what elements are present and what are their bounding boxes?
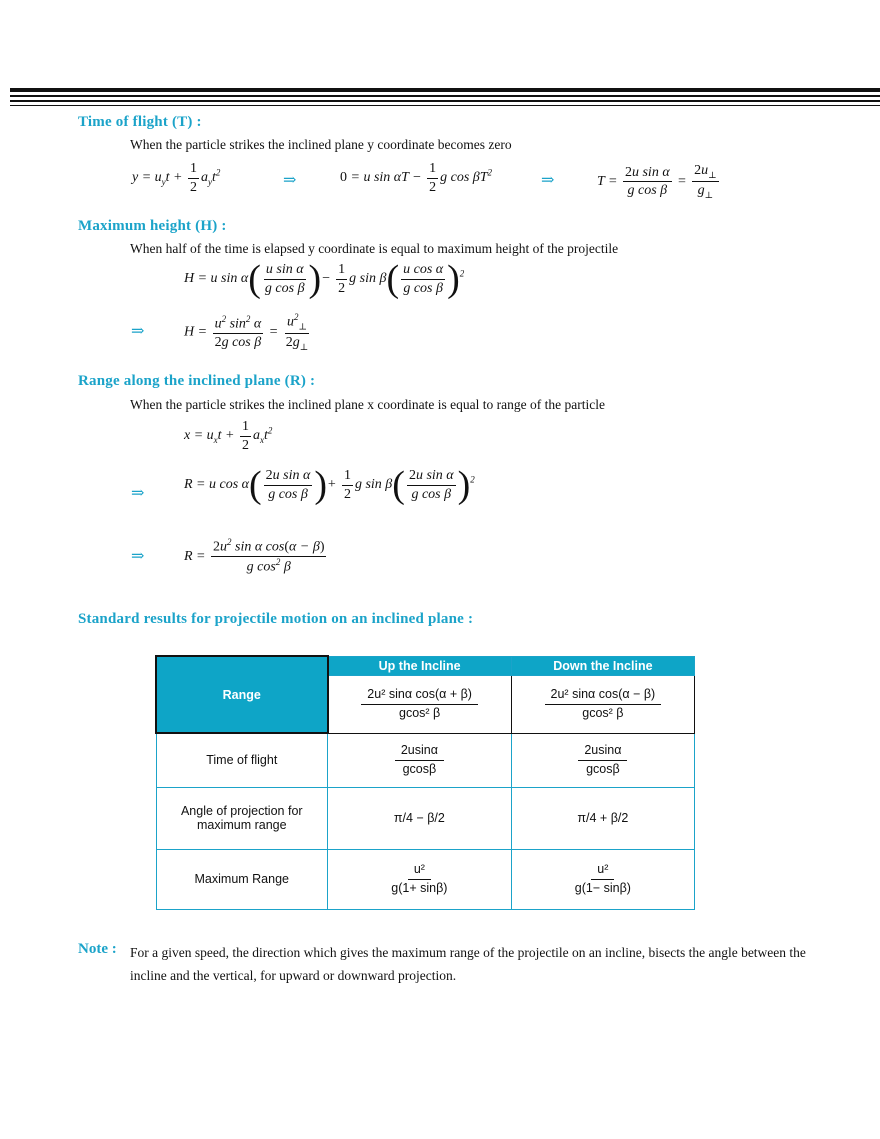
header-rules xyxy=(10,88,880,106)
standard-results-table xyxy=(155,655,695,910)
note-text: For a given speed, the direction which gives the maximum range of the projectile on an incline, bisects the angle between the incline and the vertical, for upward or downward projection. xyxy=(130,945,806,983)
col-header-up: Up the Incline xyxy=(328,656,512,675)
cell-range-up: $\frac{\text{2u² sinα cos(α + β)}}{\text{gcos² β}}$ xyxy=(328,675,512,733)
cell-maxrange-down: $\frac{\text{u²}}{g(1- \sin\beta)}$ xyxy=(511,849,694,909)
row-label-time: Time of flight xyxy=(156,733,328,787)
eq-max-height-result: H = $\frac{u^2 \sin^2 \alpha}{\text{2g cos β}}$ = $\frac{u^2_\perp}{2g_\perp}$ xyxy=(184,312,309,352)
heading-range: Range along the inclined plane (R) : xyxy=(78,373,316,389)
implies-arrow: ⇒ xyxy=(131,485,145,502)
cell-maxrange-up: $\frac{\text{u²}}{g(1+ \sin\beta)}$ xyxy=(328,849,512,909)
eq-y-coordinate: $y = u_yt$ + $\frac{1}{2}$ $a_yt^2$ xyxy=(132,161,221,195)
cell-time-up: $\frac{2usin\alpha}{gcos\beta}$ xyxy=(328,733,512,787)
eq-time-of-flight: T = $\frac{\text{2u sin α}}{\text{g cos β}}$ = $\frac{2u_\perp}{g_\perp}$ xyxy=(597,163,717,200)
cell-time-down: $\frac{2usin\alpha}{gcos\beta}$ xyxy=(511,733,694,787)
eq-zero-condition: 0 = u sin αT − $\frac{1}{2}$ g $\cos \beta T^2$ xyxy=(340,161,493,195)
implies-arrow: ⇒ xyxy=(283,172,297,189)
heading-max-height: Maximum height (H) : xyxy=(78,218,227,234)
heading-time-of-flight: Time of flight (T) : xyxy=(78,114,202,130)
cell-angle-down: π/4 + β/2 xyxy=(511,787,694,849)
row-label-max-range: Maximum Range xyxy=(156,849,328,909)
para-time-of-flight: When the particle strikes the inclined plane y coordinate becomes zero xyxy=(130,137,512,152)
implies-arrow: ⇒ xyxy=(131,323,145,340)
eq-range-result: R = $\frac{2u^2 \sin \alpha \cos(\alpha - \beta)}{g \cos^2 \beta}$ xyxy=(184,537,325,575)
cell-angle-up: π/4 − β/2 xyxy=(328,787,512,849)
heading-standard-results: Standard results for projectile motion on an inclined plane : xyxy=(78,611,474,627)
para-range: When the particle strikes the inclined plane x coordinate is equal to range of the particle xyxy=(130,397,605,412)
row-label-angle: Angle of projection for maximum range xyxy=(156,787,328,849)
para-max-height: When half of the time is elapsed y coordinate is equal to maximum height of the projectile xyxy=(130,241,619,256)
note-label: Note : xyxy=(78,941,117,957)
cell-range-down: $\frac{\text{2u² sinα cos(α − β)}}{\text{gcos² β}}$ xyxy=(511,675,694,733)
row-label-range: Range xyxy=(156,656,328,733)
eq-range-expanded: R = u cos α( $\frac{\text{2u sin α}}{\text{g cos β}}$ )+ $\frac{1}{2}$ g sin β( $\frac{\text{2u sin α}}{\text{g cos β}}$ )$^2$ xyxy=(184,464,475,506)
eq-x-coordinate: $x = u_xt$ + $\frac{1}{2}$ $a_xt^2$ xyxy=(184,419,273,453)
implies-arrow: ⇒ xyxy=(131,548,145,565)
eq-max-height-expanded: H = u sin α( $\frac{\text{u sin α}}{\text{g cos β}}$ )− $\frac{1}{2}$ g sin β( $\frac{\text{u cos α}}{\text{g cos β}}$ )$^2$ xyxy=(184,258,465,300)
implies-arrow: ⇒ xyxy=(541,172,555,189)
col-header-down: Down the Incline xyxy=(511,656,694,675)
